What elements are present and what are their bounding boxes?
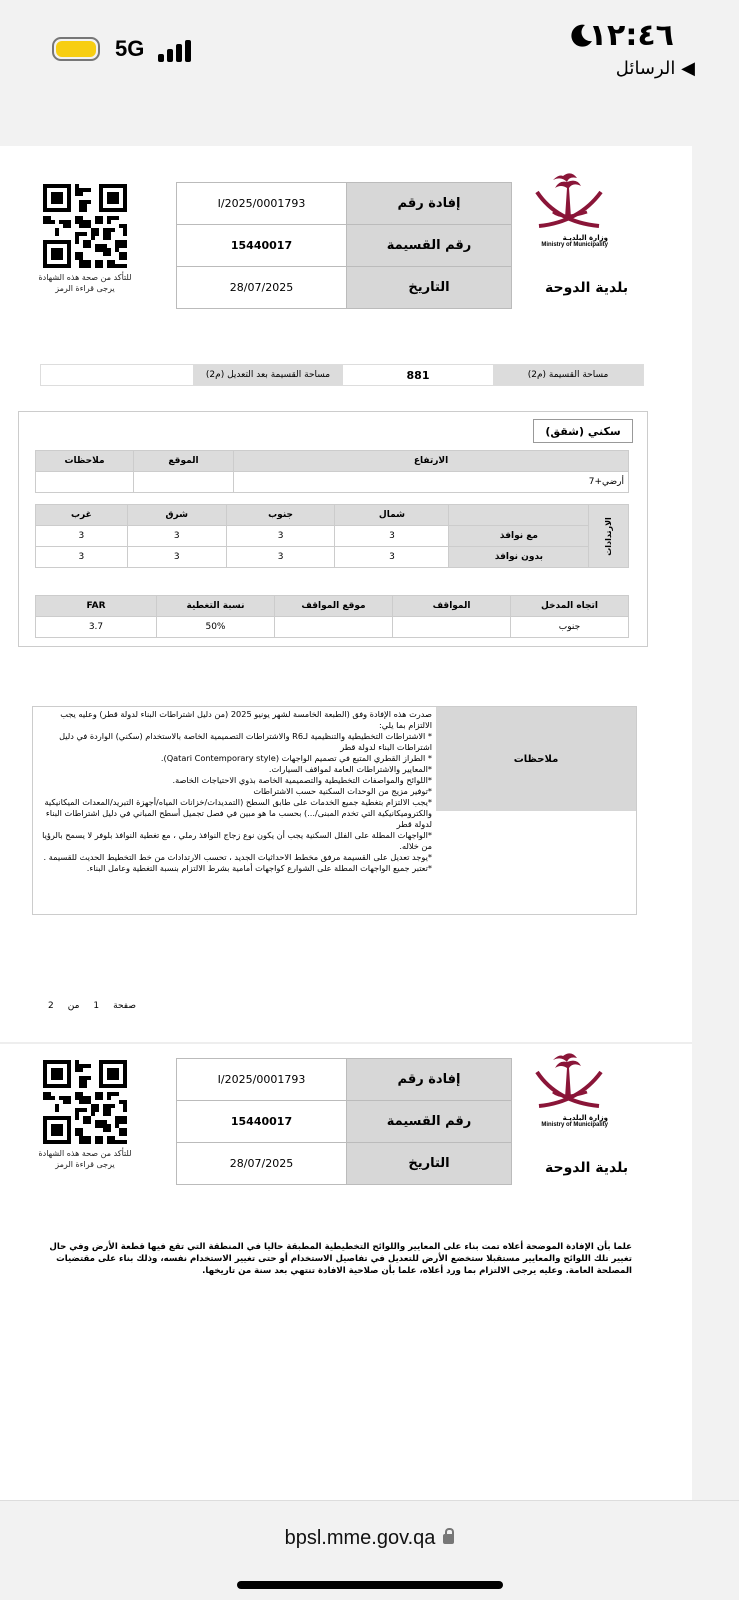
url-text: bpsl.mme.gov.qa xyxy=(284,1527,436,1549)
location-header: الموقع xyxy=(134,451,234,472)
ministry-name-en: Ministry of Municipality xyxy=(541,242,608,248)
page-indicator xyxy=(48,1001,136,1011)
date-label: التاريخ xyxy=(347,267,512,309)
note-line: *يوجد تعديل على القسيمة مرفق مخطط الاحداثيات الجديد ، تحسب الارتدادات من خط التخطيط الحديث للقسيمة . xyxy=(43,852,432,862)
entrance-value: جنوب xyxy=(511,617,629,638)
note-line: *الواجهات المطلة على الفلل السكنية يجب أن يكون نوع زجاج النوافذ رملي ، مع تغطية النوافذ بلوفر لا يسمح بالرؤيا من خلاله. xyxy=(42,830,432,851)
note-line: *توفير مزيج من الوحدات السكنية حسب الاشتراطات xyxy=(253,786,432,796)
south-header: جنوب xyxy=(226,505,335,526)
notes-body xyxy=(33,707,436,914)
with-windows-west: 3 xyxy=(36,526,128,547)
qr-code-icon xyxy=(43,1060,127,1144)
zoning-section xyxy=(18,411,648,647)
notes-box xyxy=(32,706,637,915)
page-current: 1 xyxy=(93,1001,100,1011)
with-windows-east: 3 xyxy=(127,526,226,547)
back-to-messages-link[interactable]: ◀ الرسائل xyxy=(615,58,695,79)
note-line: صدرت هذه الإفادة وفق (الطبعة الخامسة لشهر يونيو 2025 (من دليل اشتراطات البناء لدولة قطر) وعليه يجب الالتزام بما يلي: xyxy=(60,709,432,730)
clock: ١٢:٤٦ xyxy=(588,18,674,53)
area-after-label: مساحة القسيمة بعد التعديل (م2) xyxy=(193,365,343,385)
ministry-logo xyxy=(523,170,618,248)
document-page xyxy=(0,146,692,1500)
without-windows-east: 3 xyxy=(127,547,226,568)
validity-statement: علما بأن الإفادة الموضحة أعلاه تمت بناء على المعايير واللوائح التخطيطية المطبقة حاليا في المنطقة التي تقع فيها قطعة الأرض وفي حال تغيير تلك اللوائح والمعايير مستقبلا ستخضع الأرض للتعديل في تفاصيل الاستخدام أو حتى تغيير الاستخدام نفسه، وذلك بناء على مقتضيات المصلحة العامة. وعليه يرجى الالتزام بما ورد أعلاه، علما بأن صلاحية الافادة تنتهي بعد سنة من تاريخها. xyxy=(49,1242,632,1276)
ref-value: I/2025/0001793 xyxy=(177,1059,347,1101)
date-value: 28/07/2025 xyxy=(177,1143,347,1185)
battery-icon xyxy=(52,37,100,61)
qr-code-icon xyxy=(43,184,127,268)
palm-swords-emblem-icon xyxy=(523,170,618,234)
page-total: 2 xyxy=(48,1001,54,1011)
municipality-title-page2: بلدية الدوحة xyxy=(545,1160,629,1176)
with-windows-north: 3 xyxy=(335,526,449,547)
palm-swords-emblem-icon xyxy=(523,1050,618,1114)
ministry-name-ar: وزارة البلديـة xyxy=(562,234,608,242)
coverage-value: 50% xyxy=(157,617,275,638)
setbacks-title: الارتدادات xyxy=(604,516,614,556)
height-value: أرضي+7 xyxy=(234,472,629,493)
notes-value xyxy=(36,472,134,493)
north-header: شمال xyxy=(335,505,449,526)
east-header: شرق xyxy=(127,505,226,526)
signal-icon xyxy=(158,40,198,62)
far-header: FAR xyxy=(36,596,157,617)
note-line: *اللوائح والمواصفات التخطيطية والتصميمية الخاصة بذوي الاحتياجات الخاصة. xyxy=(172,775,432,785)
page-separator xyxy=(0,1042,692,1044)
parking-table xyxy=(35,595,629,638)
ref-label: إفادة رقم xyxy=(347,183,512,225)
notes-label: ملاحظات xyxy=(436,707,636,811)
date-label: التاريخ xyxy=(347,1143,512,1185)
ref-label: إفادة رقم xyxy=(347,1059,512,1101)
without-windows-north: 3 xyxy=(335,547,449,568)
entrance-header: اتجاه المدخل xyxy=(511,596,629,617)
parking-value xyxy=(393,617,511,638)
height-header: الارتفاع xyxy=(234,451,629,472)
parking-header: المواقف xyxy=(393,596,511,617)
with-windows-south: 3 xyxy=(226,526,335,547)
parking-location-value xyxy=(275,617,393,638)
certificate-header-table-page2 xyxy=(176,1058,512,1185)
height-table xyxy=(35,450,629,493)
lock-icon xyxy=(443,1534,454,1544)
qr-caption: للتأكد من صحة هذه الشهادة يرجى قراءة الرمز xyxy=(38,273,132,293)
coverage-header: نسبة التغطية xyxy=(157,596,275,617)
with-windows-label: مع نوافذ xyxy=(449,526,589,547)
plot-label: رقم القسيمة xyxy=(347,1101,512,1143)
area-label: مساحة القسيمة (م2) xyxy=(493,365,643,385)
usage-type: سكني (شقق) xyxy=(533,419,633,443)
west-header: غرب xyxy=(36,505,128,526)
notes-header: ملاحظات xyxy=(36,451,134,472)
note-line: *تعتبر جميع الواجهات المطلة على الشوارع كواجهات أمامية بشرط الالتزام بنسبة التغطية وعامل البناء. xyxy=(86,863,432,873)
parking-location-header: موقع المواقف xyxy=(275,596,393,617)
qr-caption: للتأكد من صحة هذه الشهادة يرجى قراءة الرمز xyxy=(38,1149,132,1169)
municipality-title: بلدية الدوحة xyxy=(545,280,629,296)
plot-value: 15440017 xyxy=(177,1101,347,1143)
plot-area-row xyxy=(40,364,644,386)
without-windows-west: 3 xyxy=(36,547,128,568)
date-value: 28/07/2025 xyxy=(177,267,347,309)
home-indicator[interactable] xyxy=(237,1581,503,1589)
setbacks-title-cell xyxy=(589,505,629,568)
ministry-name-ar: وزارة البلديـة xyxy=(562,1114,608,1122)
page-of-word: من xyxy=(67,1001,80,1011)
ministry-logo-page2 xyxy=(523,1050,618,1128)
page-word: صفحة xyxy=(113,1001,136,1011)
area-value: 881 xyxy=(406,368,430,382)
without-windows-label: بدون نوافذ xyxy=(449,547,589,568)
without-windows-south: 3 xyxy=(226,547,335,568)
far-value: 3.7 xyxy=(36,617,157,638)
network-label: 5G xyxy=(115,36,145,61)
certificate-header-table xyxy=(176,182,512,309)
note-line: * الاشتراطات التخطيطية والتنظيمية لـR6 والاشتراطات التصميمية الخاصة بالاستخدام (سكني) الواردة في دليل اشتراطات البناء لدولة قطر xyxy=(59,731,432,752)
ministry-name-en: Ministry of Municipality xyxy=(541,1122,608,1128)
setbacks-table xyxy=(35,504,629,568)
note-line: *المعايير والاشتراطات العامة لمواقف السيارات. xyxy=(268,764,432,774)
plot-value: 15440017 xyxy=(177,225,347,267)
url-display[interactable] xyxy=(0,1527,739,1550)
note-line: * الطراز القطري المتبع في تصميم الواجهات (Qatari Contemporary style). xyxy=(160,753,432,763)
plot-label: رقم القسيمة xyxy=(347,225,512,267)
status-bar xyxy=(0,0,739,90)
area-after-value xyxy=(41,365,193,385)
note-line: *يجب الالتزام بتغطية جميع الخدمات على طابق السطح (التمديدات/خزانات المياه/أجهزة التبريد/المعدات الميكانيكية والكتروميكانيكية التي تخدم المبنى/...) بحسب ما هو مبين في فصل تجميل أسطح المباني في دليل اشتراطات البناء لدولة قطر xyxy=(44,797,432,829)
location-value xyxy=(134,472,234,493)
ref-value: I/2025/0001793 xyxy=(177,183,347,225)
browser-bar xyxy=(0,1500,739,1600)
setbacks-corner xyxy=(449,505,589,526)
